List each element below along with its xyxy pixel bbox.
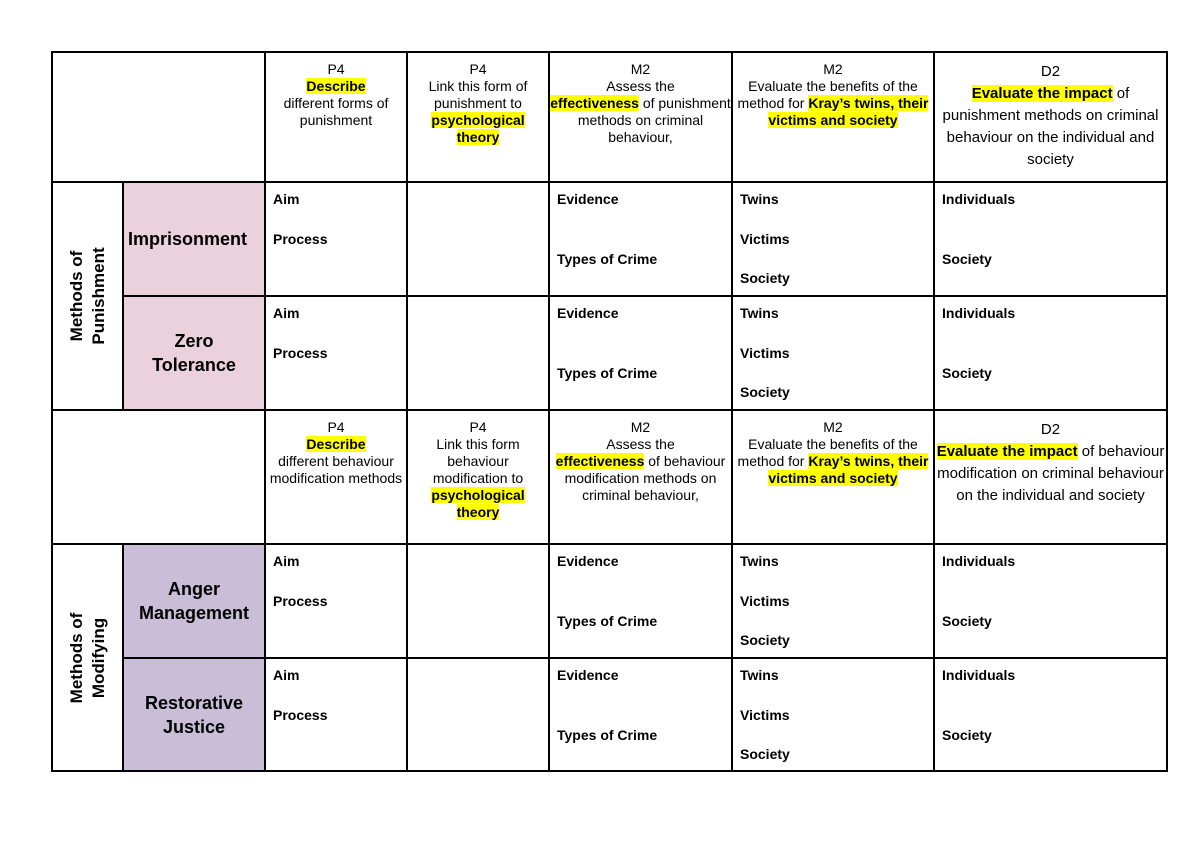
types-of-crime-label: Types of Crime xyxy=(557,365,658,381)
criterion-m2-evaluate xyxy=(732,410,934,544)
victims-label: Victims xyxy=(740,707,790,723)
describe-cell xyxy=(265,182,407,296)
assessment-grid-table xyxy=(51,51,1168,772)
criterion-p4-link xyxy=(407,410,549,544)
criterion-p4-describe xyxy=(265,52,407,182)
criterion-highlight: Kray’s twins, their victims and society xyxy=(768,95,929,128)
aim-label: Aim xyxy=(273,191,300,207)
types-of-crime-label: Types of Crime xyxy=(557,727,658,743)
impact-cell xyxy=(934,658,1167,771)
describe-cell xyxy=(265,296,407,410)
criterion-text: of punishment methods on criminal behaviour, xyxy=(577,95,731,145)
criterion-m2-assess xyxy=(549,52,732,182)
evaluate-cell xyxy=(732,544,934,658)
aim-label: Aim xyxy=(273,553,300,569)
impact-cell xyxy=(934,544,1167,658)
impact-cell xyxy=(934,182,1167,296)
criterion-text: different forms of punishment xyxy=(283,95,389,128)
twins-label: Twins xyxy=(740,667,779,683)
aim-label: Aim xyxy=(273,667,300,683)
criterion-text: Assess the xyxy=(606,78,675,94)
process-label: Process xyxy=(273,707,328,723)
criterion-d2-impact xyxy=(934,52,1167,182)
individuals-label: Individuals xyxy=(942,553,1016,569)
criterion-text: Evaluate the benefits of the method for xyxy=(737,78,918,111)
criterion-code: P4 xyxy=(469,419,487,435)
criterion-code: M2 xyxy=(630,61,651,77)
individuals-label: Individuals xyxy=(942,667,1016,683)
link-cell xyxy=(407,544,549,658)
victims-label: Victims xyxy=(740,231,790,247)
criterion-code: M2 xyxy=(823,419,843,435)
empty-header-cell xyxy=(52,52,265,182)
criterion-highlight: effectiveness xyxy=(555,453,645,469)
punishment-criteria-row xyxy=(52,52,1167,182)
criterion-text: Link this form behaviour modification to xyxy=(432,436,524,486)
zero-tolerance-row xyxy=(52,296,1167,410)
twins-label: Twins xyxy=(740,553,779,569)
process-label: Process xyxy=(273,345,328,361)
society-label: Society xyxy=(740,746,790,762)
aim-label: Aim xyxy=(273,305,300,321)
methods-of-punishment-label: Methods of Punishment xyxy=(52,182,123,410)
link-cell xyxy=(407,182,549,296)
criterion-text: of behaviour modification methods on criminal behaviour, xyxy=(564,453,726,503)
evidence-label: Evidence xyxy=(557,305,619,321)
evaluate-cell xyxy=(732,296,934,410)
criterion-text: of punishment methods on criminal behaviour on the individual and society xyxy=(942,85,1159,168)
criterion-code: D2 xyxy=(1040,63,1061,80)
criterion-code: M2 xyxy=(630,419,651,435)
twins-label: Twins xyxy=(740,191,779,207)
method-zero-tolerance: Zero Tolerance xyxy=(123,296,265,410)
criterion-m2-assess xyxy=(549,410,732,544)
victims-label: Victims xyxy=(740,345,790,361)
twins-label: Twins xyxy=(740,305,779,321)
criterion-m2-evaluate xyxy=(732,52,934,182)
criterion-code: P4 xyxy=(327,419,345,435)
criterion-highlight: Evaluate the impact xyxy=(936,443,1078,460)
society-label: Society xyxy=(942,727,992,743)
evidence-label: Evidence xyxy=(557,667,619,683)
individuals-label: Individuals xyxy=(942,305,1016,321)
impact-cell xyxy=(934,296,1167,410)
link-cell xyxy=(407,658,549,771)
assess-cell xyxy=(549,658,732,771)
describe-cell xyxy=(265,658,407,771)
individuals-label: Individuals xyxy=(942,191,1016,207)
criterion-code: M2 xyxy=(823,61,843,77)
process-label: Process xyxy=(273,593,328,609)
criterion-code: P4 xyxy=(327,61,345,77)
criterion-text: Link this form of punishment to xyxy=(428,78,528,111)
criterion-highlight: psychological theory xyxy=(431,112,525,145)
anger-management-row xyxy=(52,544,1167,658)
criterion-highlight: psychological theory xyxy=(431,487,525,520)
methods-of-modifying-label: Methods of Modifying xyxy=(52,544,123,771)
evaluate-cell xyxy=(732,182,934,296)
link-cell xyxy=(407,296,549,410)
society-label: Society xyxy=(740,270,790,286)
method-anger-management: Anger Management xyxy=(123,544,265,658)
describe-cell xyxy=(265,544,407,658)
criterion-d2-impact xyxy=(934,410,1167,544)
types-of-crime-label: Types of Crime xyxy=(557,251,658,267)
restorative-justice-row xyxy=(52,658,1167,771)
criterion-code: D2 xyxy=(1040,421,1061,438)
criterion-highlight: effectiveness xyxy=(550,95,639,111)
assess-cell xyxy=(549,544,732,658)
evaluate-cell xyxy=(732,658,934,771)
types-of-crime-label: Types of Crime xyxy=(557,613,658,629)
criterion-p4-describe xyxy=(265,410,407,544)
society-label: Society xyxy=(740,384,790,400)
empty-header-cell xyxy=(52,410,265,544)
process-label: Process xyxy=(273,231,328,247)
criterion-highlight: Describe xyxy=(306,78,366,94)
modifying-criteria-row xyxy=(52,410,1167,544)
criterion-text: Evaluate the benefits of the method for xyxy=(737,436,918,469)
criterion-p4-link xyxy=(407,52,549,182)
criterion-highlight: Describe xyxy=(306,436,366,452)
society-label: Society xyxy=(942,365,992,381)
criterion-highlight: Evaluate the impact xyxy=(971,85,1113,102)
criterion-text: different behaviour modification methods xyxy=(269,453,403,486)
method-imprisonment: Imprisonment xyxy=(123,182,265,296)
victims-label: Victims xyxy=(740,593,790,609)
criterion-code: P4 xyxy=(469,61,487,77)
criterion-highlight: Kray’s twins, their victims and society xyxy=(768,453,929,486)
society-label: Society xyxy=(942,613,992,629)
criterion-text: Assess the xyxy=(606,436,675,452)
evidence-label: Evidence xyxy=(557,553,619,569)
society-label: Society xyxy=(740,632,790,648)
criterion-text: of behaviour modification on criminal behaviour on the individual and society xyxy=(937,443,1165,504)
assess-cell xyxy=(549,296,732,410)
evidence-label: Evidence xyxy=(557,191,619,207)
method-restorative-justice: Restorative Justice xyxy=(123,658,265,771)
society-label: Society xyxy=(942,251,992,267)
assess-cell xyxy=(549,182,732,296)
imprisonment-row xyxy=(52,182,1167,296)
